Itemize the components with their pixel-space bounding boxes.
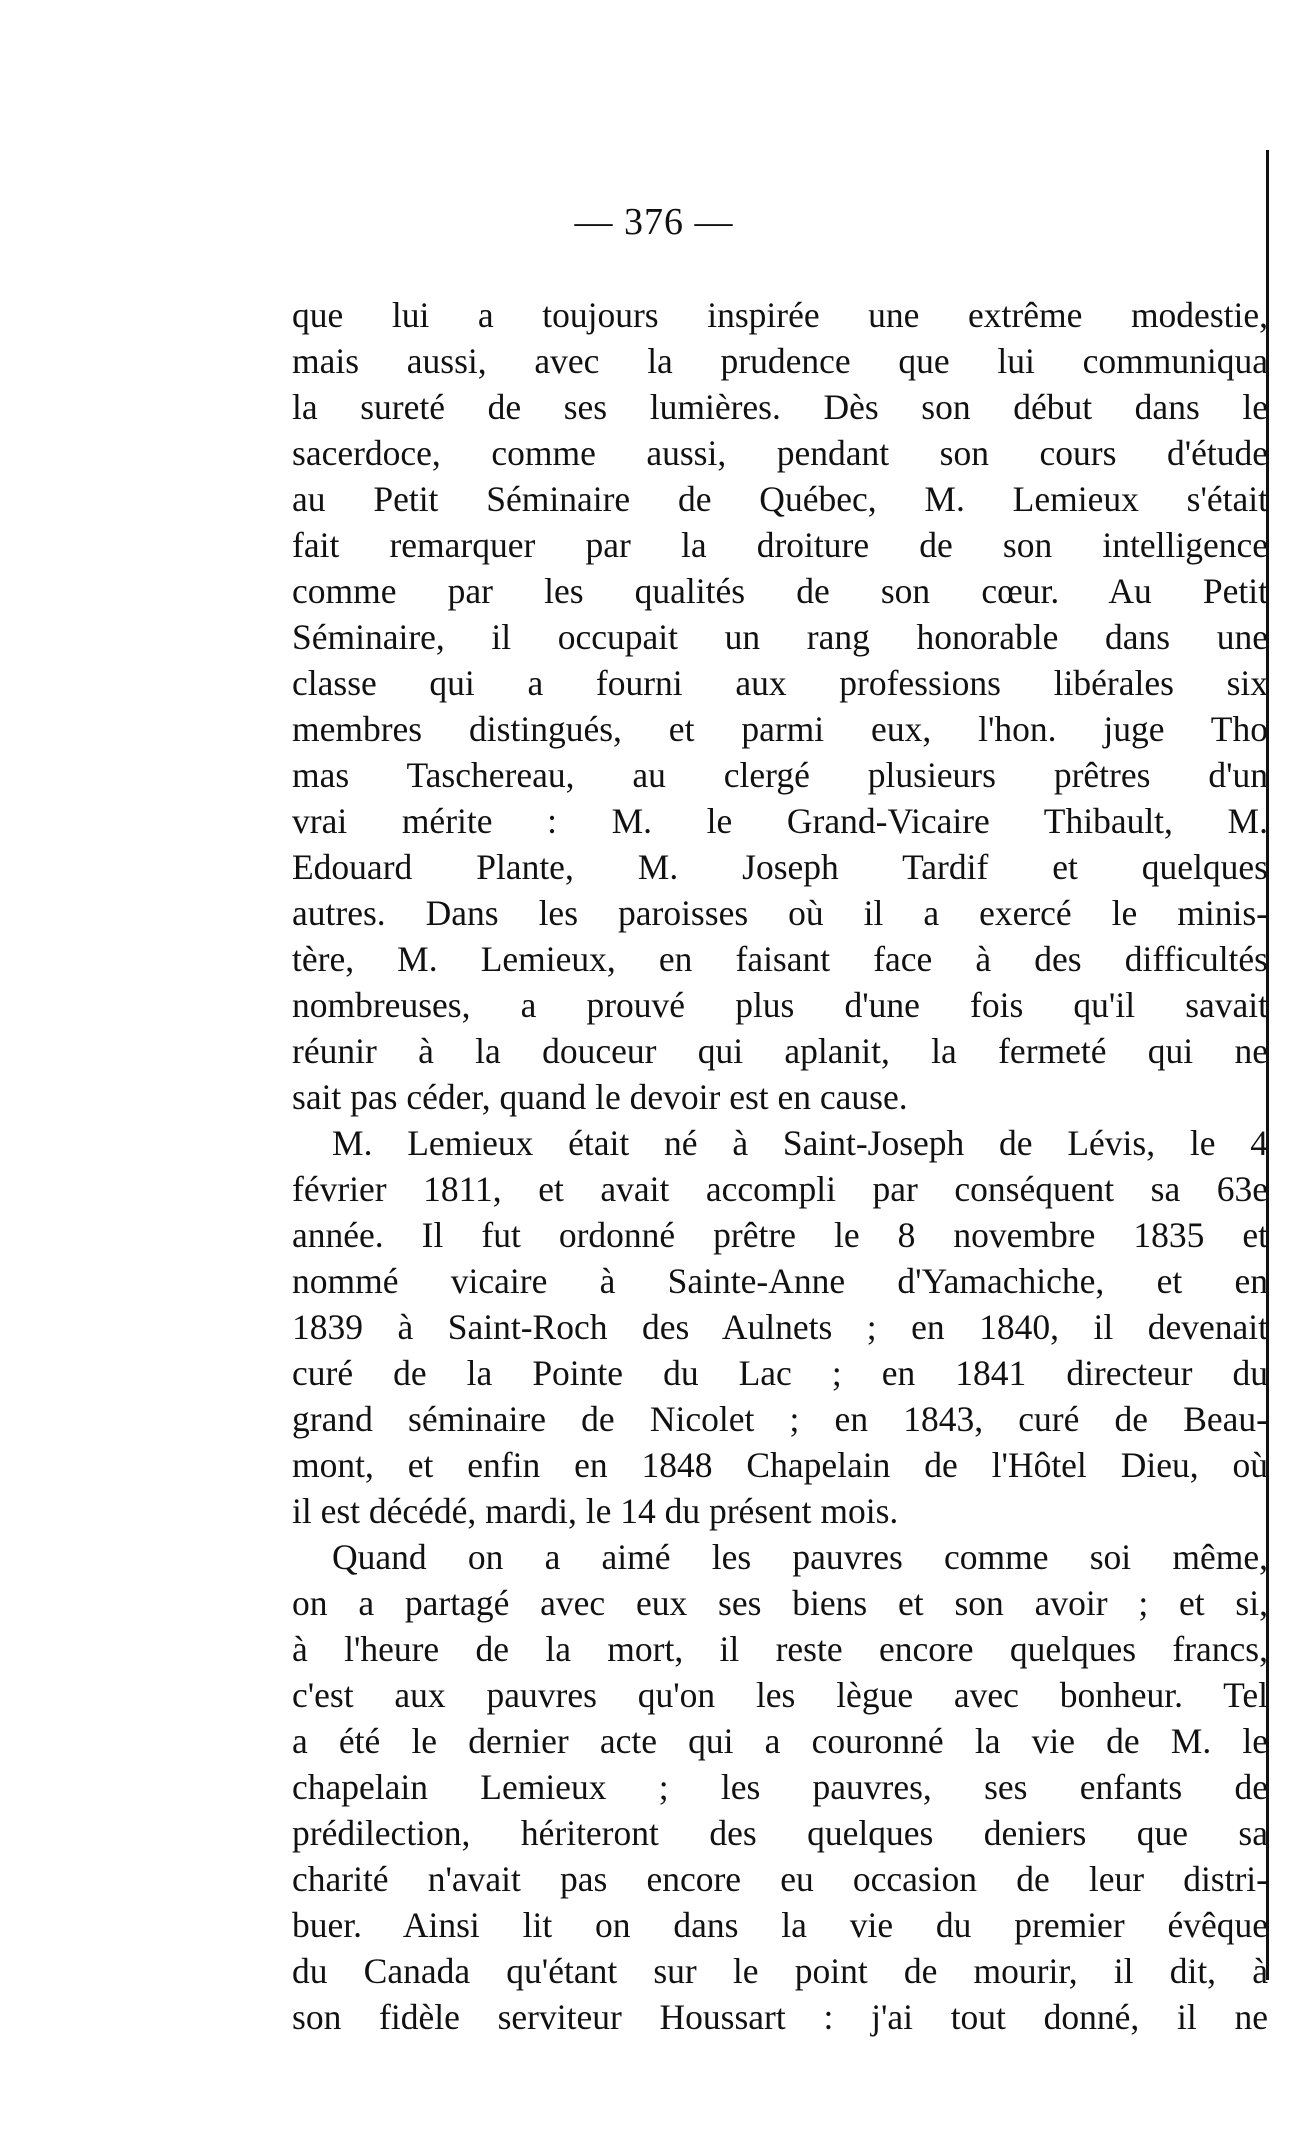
text-line: son fidèle serviteur Houssart : j'ai tout donné, il ne	[292, 1997, 1268, 2037]
body-text	[292, 292, 1268, 2040]
text-line: grand séminaire de Nicolet ; en 1843, curé de Beau-	[292, 1399, 1268, 1439]
text-line: curé de la Pointe du Lac ; en 1841 directeur du	[292, 1353, 1268, 1393]
text-line: réunir à la douceur qui aplanit, la fermeté qui ne	[292, 1031, 1268, 1071]
text-line: que lui a toujours inspirée une extrême modestie,	[292, 295, 1268, 335]
text-line: buer. Ainsi lit on dans la vie du premier évêque	[292, 1905, 1268, 1945]
text-line: on a partagé avec eux ses biens et son avoir ; et si,	[292, 1583, 1268, 1623]
text-line: il est décédé, mardi, le 14 du présent mois.	[292, 1491, 899, 1531]
text-line: du Canada qu'étant sur le point de mourir, il dit, à	[292, 1951, 1268, 1991]
text-line: chapelain Lemieux ; les pauvres, ses enfants de	[292, 1767, 1268, 1807]
text-line: Quand on a aimé les pauvres comme soi même,	[332, 1537, 1268, 1577]
text-line: c'est aux pauvres qu'on les lègue avec bonheur. Tel	[292, 1675, 1268, 1715]
text-line: comme par les qualités de son cœur. Au Petit	[292, 571, 1268, 611]
text-line: la sureté de ses lumières. Dès son début dans le	[292, 387, 1268, 427]
text-line: prédilection, hériteront des quelques deniers que sa	[292, 1813, 1268, 1853]
text-line: mont, et enfin en 1848 Chapelain de l'Hôtel Dieu, où	[292, 1445, 1268, 1485]
text-line: Edouard Plante, M. Joseph Tardif et quelques	[292, 847, 1268, 887]
text-line: charité n'avait pas encore eu occasion de leur distri-	[292, 1859, 1268, 1899]
text-line: a été le dernier acte qui a couronné la vie de M. le	[292, 1721, 1268, 1761]
page-number: — 376 —	[574, 201, 734, 243]
text-line: vrai mérite : M. le Grand-Vicaire Thibault, M.	[292, 801, 1268, 841]
text-line: fait remarquer par la droiture de son intelligence	[292, 525, 1268, 565]
text-line: M. Lemieux était né à Saint-Joseph de Lévis, le 4	[332, 1123, 1268, 1163]
text-line: à l'heure de la mort, il reste encore quelques francs,	[292, 1629, 1268, 1669]
text-line: février 1811, et avait accompli par conséquent sa 63e	[292, 1169, 1268, 1209]
text-line: Séminaire, il occupait un rang honorable dans une	[292, 617, 1268, 657]
text-line: 1839 à Saint-Roch des Aulnets ; en 1840, il devenait	[292, 1307, 1268, 1347]
text-line: tère, M. Lemieux, en faisant face à des difficultés	[292, 939, 1268, 979]
text-line: nommé vicaire à Sainte-Anne d'Yamachiche, et en	[292, 1261, 1268, 1301]
text-line: mas Taschereau, au clergé plusieurs prêtres d'un	[292, 755, 1268, 795]
text-line: mais aussi, avec la prudence que lui communiqua	[292, 341, 1268, 381]
text-line: membres distingués, et parmi eux, l'hon. juge Tho	[292, 709, 1268, 749]
text-line: nombreuses, a prouvé plus d'une fois qu'il savait	[292, 985, 1268, 1025]
text-line: au Petit Séminaire de Québec, M. Lemieux s'était	[292, 479, 1268, 519]
text-line: autres. Dans les paroisses où il a exercé le minis-	[292, 893, 1268, 933]
text-line: sait pas céder, quand le devoir est en cause.	[292, 1077, 908, 1117]
text-line: année. Il fut ordonné prêtre le 8 novembre 1835 et	[292, 1215, 1268, 1255]
text-line: classe qui a fourni aux professions libérales six	[292, 663, 1268, 703]
text-line: sacerdoce, comme aussi, pendant son cours d'étude	[292, 433, 1268, 473]
